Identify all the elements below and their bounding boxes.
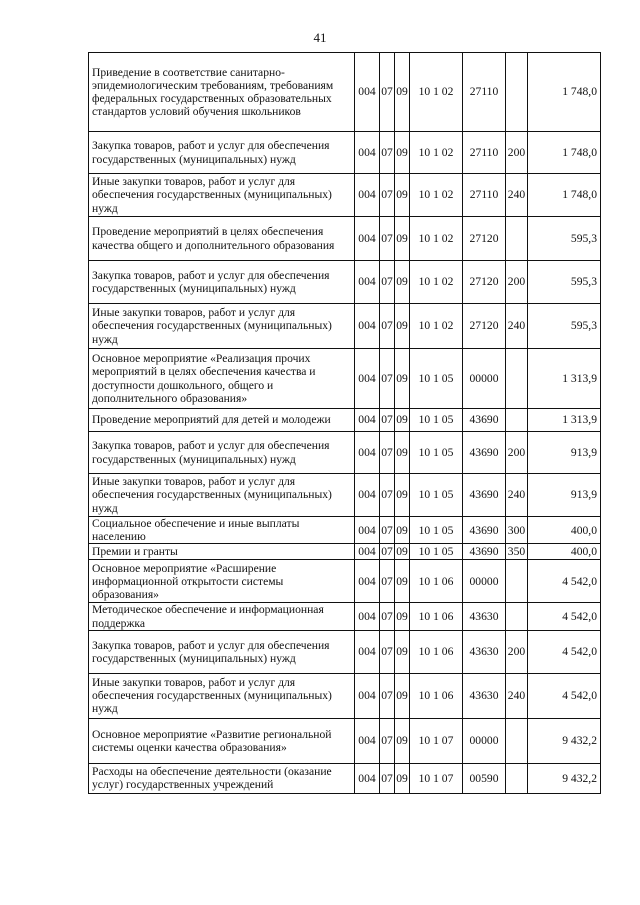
- subsection-code: 09: [396, 545, 408, 559]
- amount: 4 542,0: [528, 673, 601, 718]
- amount: 1 748,0: [528, 53, 601, 132]
- amount: 1 748,0: [528, 132, 601, 174]
- row-name: Иные закупки товаров, работ и услуг для обеспечения государственных (муниципальных) нужд: [89, 673, 355, 718]
- amount: 400,0: [528, 544, 601, 560]
- amount: 9 432,2: [528, 718, 601, 763]
- ministry-code: 004: [355, 673, 380, 718]
- table-row: [89, 763, 601, 793]
- ministry-code: 004: [355, 474, 380, 517]
- expense-direction-code: 27110: [463, 53, 506, 132]
- expense-direction-code: 00000: [463, 560, 506, 603]
- program-code: 10 1 07: [410, 763, 463, 793]
- table-row: [89, 560, 601, 603]
- expense-direction-code: 43690: [463, 544, 506, 560]
- expense-direction-code: 27110: [463, 132, 506, 174]
- ministry-code: 004: [355, 763, 380, 793]
- subsection-code: 09: [395, 673, 410, 718]
- table-row: [89, 261, 601, 304]
- table-row: [89, 432, 601, 474]
- table-row: [89, 409, 601, 432]
- program-code: 10 1 05: [410, 409, 463, 432]
- expense-direction-code: 00000: [463, 349, 506, 409]
- program-code: 10 1 05: [410, 517, 463, 544]
- ministry-code: 004: [355, 174, 380, 217]
- section-code: 07: [380, 718, 395, 763]
- table-row: [89, 603, 601, 630]
- ministry-code: 004: [355, 217, 380, 261]
- expense-type-code: [506, 718, 528, 763]
- section-code: 07: [380, 673, 395, 718]
- expense-direction-code: 00590: [463, 763, 506, 793]
- program-code: 10 1 05: [410, 349, 463, 409]
- program-code: 10 1 05: [410, 474, 463, 517]
- row-name: Закупка товаров, работ и услуг для обеспечения государственных (муниципальных) нужд: [89, 132, 355, 174]
- section-code: 07: [380, 217, 395, 261]
- ministry-code: 004: [355, 432, 380, 474]
- row-name: Иные закупки товаров, работ и услуг для обеспечения государственных (муниципальных) нужд: [89, 174, 355, 217]
- table-row: [89, 718, 601, 763]
- expense-direction-code: 43630: [463, 603, 506, 630]
- table-row: [89, 132, 601, 174]
- expense-type-code: 240: [506, 304, 528, 349]
- table-row: [89, 630, 601, 673]
- expense-type-code: 350: [506, 544, 528, 560]
- row-name: Методическое обеспечение и информационная поддержка: [89, 603, 355, 630]
- amount: 400,0: [528, 517, 601, 544]
- expense-direction-code: 43690: [463, 517, 506, 544]
- subsection-code: 09: [395, 560, 410, 603]
- ministry-code: 004: [355, 517, 380, 544]
- section-code: 07: [380, 409, 395, 432]
- program-code: 10 1 07: [410, 718, 463, 763]
- expense-type-code: 240: [506, 474, 528, 517]
- ministry-code: 004: [355, 349, 380, 409]
- table-row: [89, 304, 601, 349]
- expense-direction-code: 00000: [463, 718, 506, 763]
- subsection-code: 09: [395, 630, 410, 673]
- page-number: 41: [313, 30, 327, 45]
- expense-type-code: 240: [506, 174, 528, 217]
- row-name: Расходы на обеспечение деятельности (оказание услуг) государственных учреждений: [89, 763, 355, 793]
- table-row: [89, 349, 601, 409]
- ministry-code: 004: [355, 603, 380, 630]
- table-row: [89, 544, 601, 560]
- row-name: Основное мероприятие «Расширение информационной открытости системы образования»: [89, 560, 355, 603]
- subsection-code: 09: [395, 174, 410, 217]
- table-row: [89, 517, 601, 544]
- expense-type-code: 200: [506, 132, 528, 174]
- ministry-code: 004: [355, 544, 380, 560]
- expense-type-code: [506, 349, 528, 409]
- subsection-code: 09: [395, 432, 410, 474]
- table-row: [89, 217, 601, 261]
- row-name: Социальное обеспечение и иные выплаты населению: [89, 517, 355, 544]
- table-row: [89, 673, 601, 718]
- row-name: Проведение мероприятий для детей и молодежи: [89, 409, 355, 432]
- program-code: 10 1 02: [410, 132, 463, 174]
- table-body: [89, 53, 601, 794]
- subsection-code: 09: [395, 261, 410, 304]
- table-row: [89, 53, 601, 132]
- amount: 4 542,0: [528, 560, 601, 603]
- amount: 913,9: [528, 432, 601, 474]
- amount: 1 313,9: [528, 349, 601, 409]
- section-code: 07: [380, 349, 395, 409]
- section-code: 07: [380, 517, 395, 544]
- expense-direction-code: 27110: [463, 174, 506, 217]
- row-name: Закупка товаров, работ и услуг для обеспечения государственных (муниципальных) нужд: [89, 432, 355, 474]
- table-row: [89, 174, 601, 217]
- expense-direction-code: 27120: [463, 304, 506, 349]
- ministry-code: 004: [355, 53, 380, 132]
- amount: 9 432,2: [528, 763, 601, 793]
- expense-direction-code: 27120: [463, 217, 506, 261]
- section-code: 07: [381, 545, 393, 559]
- subsection-code: 09: [395, 718, 410, 763]
- section-code: 07: [380, 132, 395, 174]
- row-name: Закупка товаров, работ и услуг для обеспечения государственных (муниципальных) нужд: [89, 261, 355, 304]
- ministry-code: 004: [355, 718, 380, 763]
- expense-type-code: 200: [506, 432, 528, 474]
- expense-type-code: [506, 603, 528, 630]
- expense-direction-code: 43630: [463, 630, 506, 673]
- program-code: 10 1 02: [410, 217, 463, 261]
- expense-direction-code: 43690: [463, 432, 506, 474]
- table-row: [89, 474, 601, 517]
- expense-direction-code: 43690: [463, 474, 506, 517]
- program-code: 10 1 02: [410, 304, 463, 349]
- subsection-code: 09: [395, 517, 410, 544]
- subsection-code: 09: [395, 349, 410, 409]
- row-name: Приведение в соответствие санитарно-эпидемиологическим требованиям, требованиям федеральных государственных образовательных стандартов условий обучения школьников: [89, 53, 355, 132]
- subsection-code: 09: [395, 763, 410, 793]
- subsection-code: 09: [395, 217, 410, 261]
- expense-type-code: [506, 409, 528, 432]
- section-code: 07: [380, 174, 395, 217]
- amount: 1 748,0: [528, 174, 601, 217]
- ministry-code: 004: [355, 409, 380, 432]
- row-name: Проведение мероприятий в целях обеспечения качества общего и дополнительного образования: [89, 217, 355, 261]
- row-name: Премии и гранты: [89, 544, 355, 560]
- ministry-code: 004: [355, 630, 380, 673]
- amount: 595,3: [528, 304, 601, 349]
- expense-direction-code: 43630: [463, 673, 506, 718]
- amount: 913,9: [528, 474, 601, 517]
- program-code: 10 1 02: [410, 174, 463, 217]
- expense-type-code: [506, 560, 528, 603]
- subsection-code: 09: [395, 304, 410, 349]
- amount: 595,3: [528, 261, 601, 304]
- amount: 4 542,0: [528, 630, 601, 673]
- ministry-code: 004: [355, 560, 380, 603]
- expense-type-code: 300: [506, 517, 528, 544]
- program-code: 10 1 06: [410, 630, 463, 673]
- subsection-code: 09: [395, 474, 410, 517]
- section-code: 07: [380, 53, 395, 132]
- program-code: 10 1 02: [410, 53, 463, 132]
- section-code: 07: [380, 630, 395, 673]
- budget-table: [88, 52, 601, 794]
- program-code: 10 1 06: [410, 560, 463, 603]
- subsection-code: 09: [395, 603, 410, 630]
- expense-type-code: [506, 763, 528, 793]
- ministry-code: 004: [355, 132, 380, 174]
- amount: 595,3: [528, 217, 601, 261]
- section-code: 07: [380, 261, 395, 304]
- section-code: 07: [380, 763, 395, 793]
- program-code: 10 1 06: [410, 603, 463, 630]
- program-code: 10 1 05: [410, 432, 463, 474]
- row-name: Основное мероприятие «Реализация прочих мероприятий в целях обеспечения качества и доступности дошкольного, общего и дополнительного образования»: [89, 349, 355, 409]
- row-name: Иные закупки товаров, работ и услуг для обеспечения государственных (муниципальных) нужд: [89, 474, 355, 517]
- section-code: 07: [380, 560, 395, 603]
- program-code: 10 1 02: [410, 261, 463, 304]
- expense-type-code: 200: [506, 261, 528, 304]
- expense-direction-code: 27120: [463, 261, 506, 304]
- amount: 1 313,9: [528, 409, 601, 432]
- section-code: 07: [380, 474, 395, 517]
- program-code: 10 1 05: [410, 544, 463, 560]
- section-code: 07: [380, 304, 395, 349]
- expense-type-code: [506, 53, 528, 132]
- section-code: 07: [380, 432, 395, 474]
- subsection-code: 09: [395, 132, 410, 174]
- amount: 4 542,0: [528, 603, 601, 630]
- ministry-code: 004: [355, 304, 380, 349]
- program-code: 10 1 06: [410, 673, 463, 718]
- expense-direction-code: 43690: [463, 409, 506, 432]
- row-name: Иные закупки товаров, работ и услуг для обеспечения государственных (муниципальных) нужд: [89, 304, 355, 349]
- row-name: Основное мероприятие «Развитие региональной системы оценки качества образования»: [89, 718, 355, 763]
- row-name: Закупка товаров, работ и услуг для обеспечения государственных (муниципальных) нужд: [89, 630, 355, 673]
- subsection-code: 09: [395, 409, 410, 432]
- expense-type-code: 240: [506, 673, 528, 718]
- expense-type-code: 200: [506, 630, 528, 673]
- section-code: 07: [380, 603, 395, 630]
- ministry-code: 004: [355, 261, 380, 304]
- subsection-code: 09: [395, 53, 410, 132]
- expense-type-code: [506, 217, 528, 261]
